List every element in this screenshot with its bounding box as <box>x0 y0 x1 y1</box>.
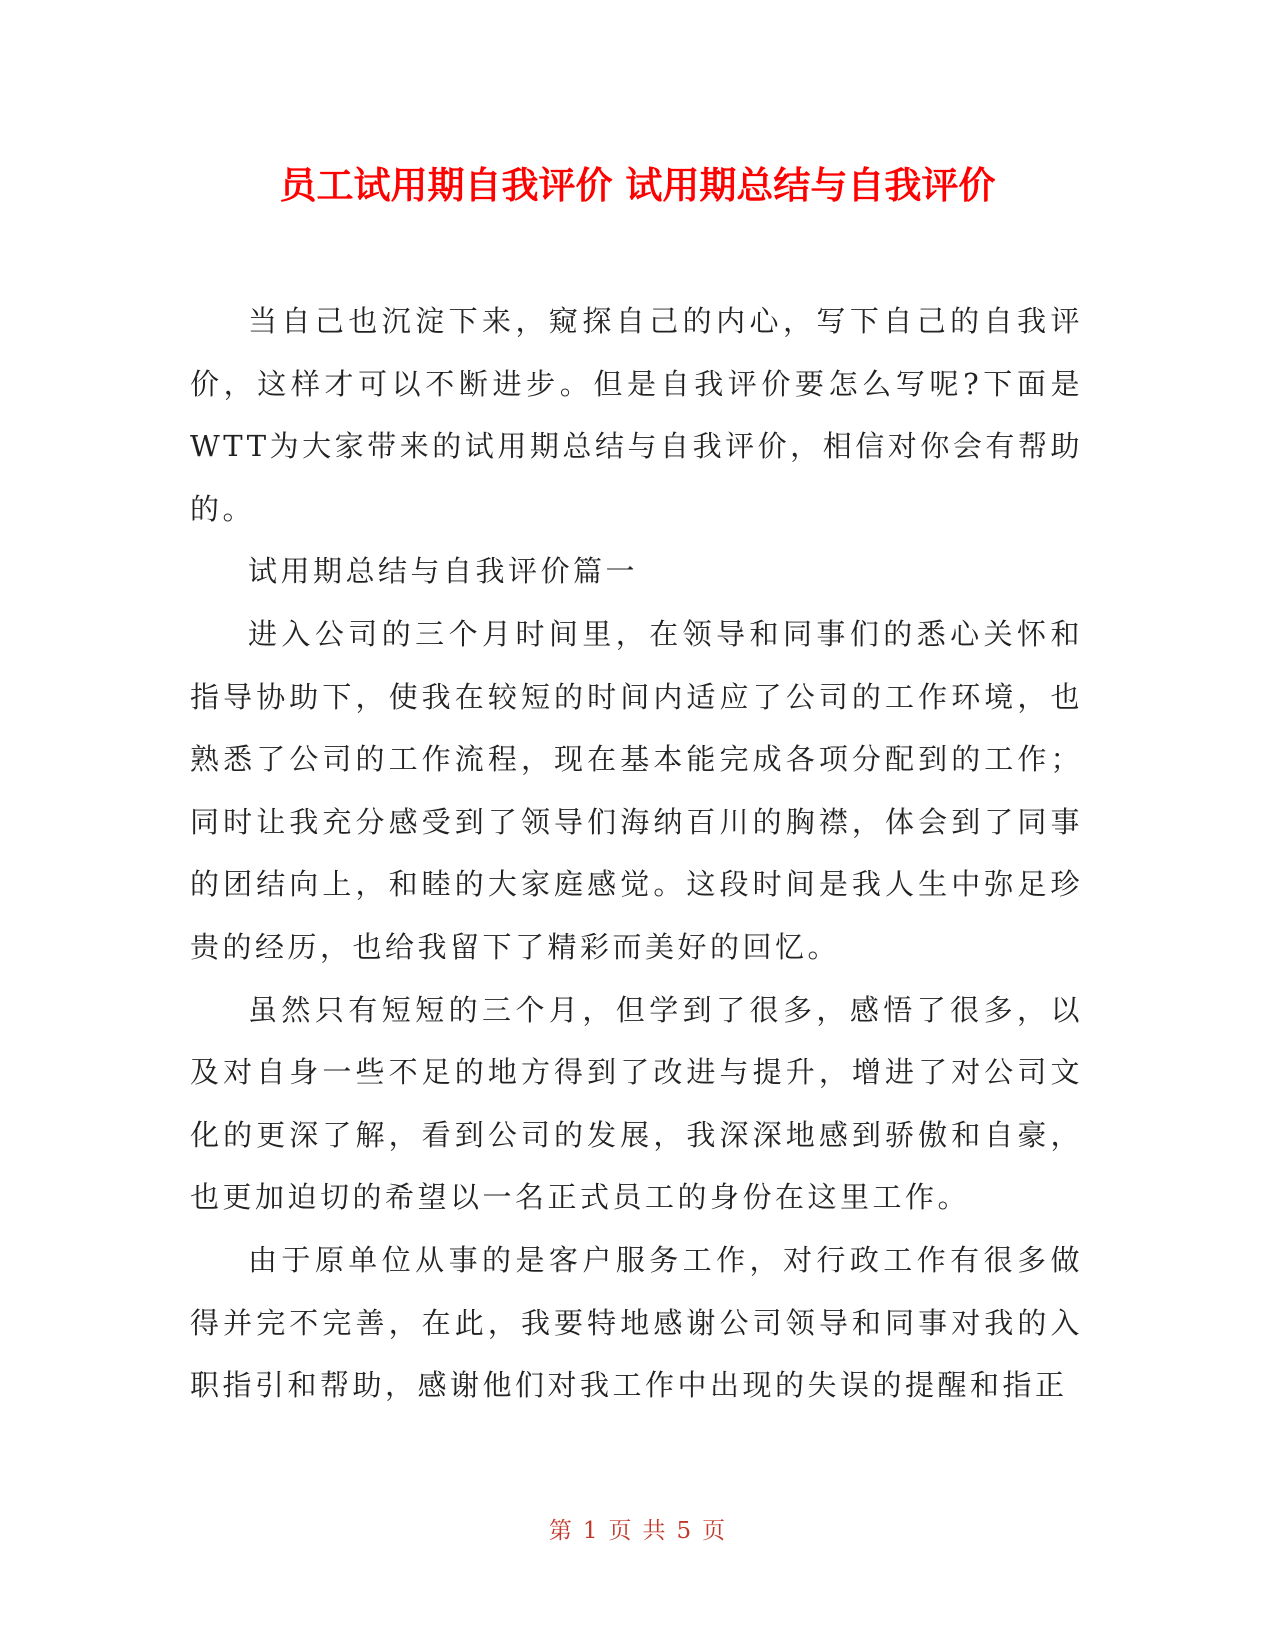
footer-total-word: 共 <box>642 1518 667 1544</box>
footer-prefix: 第 <box>548 1518 573 1544</box>
document-body <box>190 290 1083 1417</box>
body-paragraph: 由于原单位从事的是客户服务工作，对行政工作有很多做得并完不完善，在此，我要特地感谢公司领导和同事对我的入职指引和帮助，感谢他们对我工作中出现的失误的提醒和指正 <box>190 1242 1083 1403</box>
page-footer <box>0 1512 1275 1545</box>
section-heading: 试用期总结与自我评价篇一 <box>248 554 639 589</box>
intro-paragraph: 当自己也沉淀下来，窥探自己的内心，写下自己的自我评价，这样才可以不断进步。但是自我评价要怎么写呢?下面是WTT为大家带来的试用期总结与自我评价，相信对你会有帮助的。 <box>190 304 1083 526</box>
footer-total-pages: 5 <box>676 1518 693 1544</box>
document-title: 员工试用期自我评价 试用期总结与自我评价 <box>279 164 996 207</box>
footer-current-page: 1 <box>582 1518 599 1544</box>
body-paragraph: 虽然只有短短的三个月，但学到了很多，感悟了很多，以及对自身一些不足的地方得到了改进与提升，增进了对公司文化的更深了解，看到公司的发展，我深深地感到骄傲和自豪，也更加迫切的希望以一名正式员工的身份在这里工作。 <box>190 992 1083 1215</box>
footer-suffix: 页 <box>702 1518 727 1544</box>
footer-page-word: 页 <box>608 1518 633 1544</box>
body-paragraph: 进入公司的三个月时间里，在领导和同事们的悉心关怀和指导协助下，使我在较短的时间内适应了公司的工作环境，也熟悉了公司的工作流程，现在基本能完成各项分配到的工作；同时让我充分感受到了领导们海纳百川的胸襟，体会到了同事的团结向上，和睦的大家庭感觉。这段时间是我人生中弥足珍贵的经历，也给我留下了精彩而美好的回忆。 <box>190 616 1083 964</box>
